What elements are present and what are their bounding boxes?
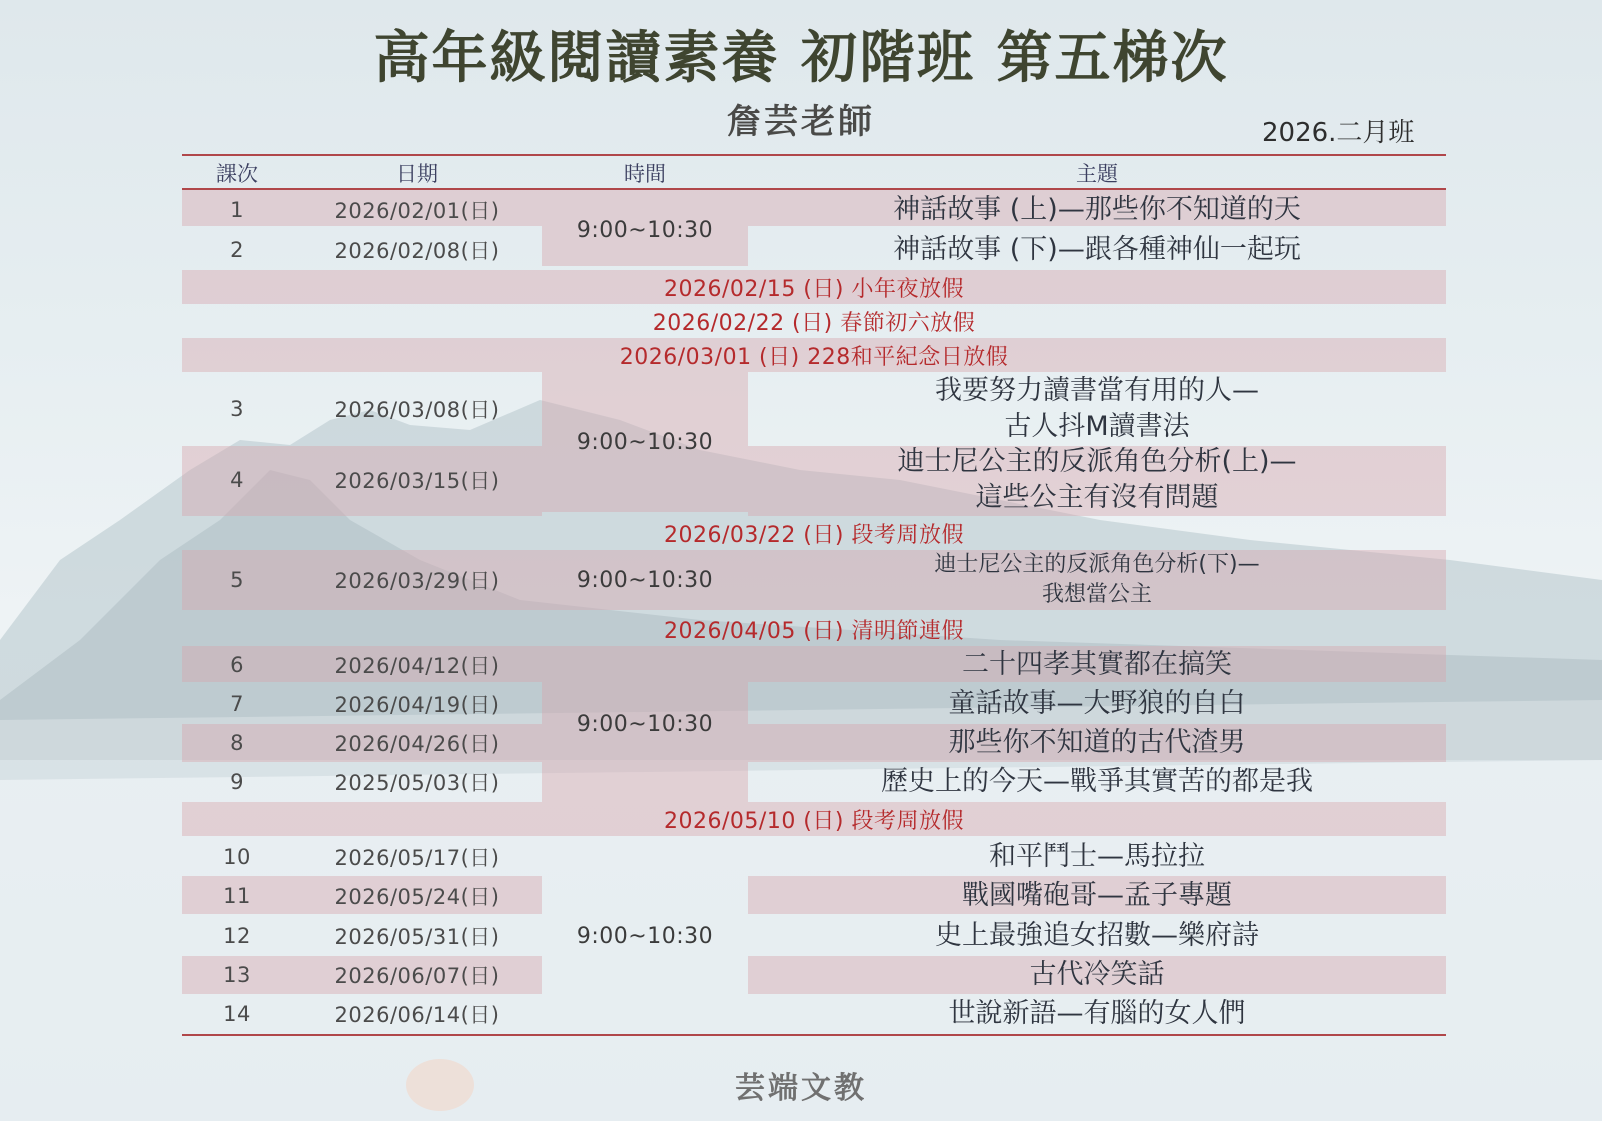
lesson-topic: 神話故事 (下)—跟各種神仙一起玩 [893,234,1301,265]
header-time: 時間 [624,162,666,186]
table-bottom-rule [182,1034,1446,1036]
lesson-date: 2026/04/12(日) [334,654,500,678]
lesson-topic: 那些你不知道的古代渣男 [948,727,1246,758]
lesson-topic: 神話故事 (上)—那些你不知道的天 [893,194,1301,225]
lesson-date: 2026/03/08(日) [334,398,500,422]
lesson-topic: 世說新語—有腦的女人們 [948,998,1246,1029]
lesson-no: 5 [230,568,244,592]
lesson-topic [748,550,1446,610]
holiday-row: 2026/03/01 (日) 228和平紀念日放假 [619,344,1009,370]
lesson-date: 2026/05/24(日) [334,885,500,909]
header-no: 課次 [216,162,258,186]
lesson-topic [748,444,1446,516]
lesson-date: 2026/02/08(日) [334,239,500,263]
topic-line: 迪士尼公主的反派角色分析(上)— [897,446,1297,477]
lesson-date: 2026/02/01(日) [334,199,500,223]
page-title: 高年級閱讀素養 初階班 第五梯次 [373,25,1229,91]
lesson-topic: 童話故事—大野狼的自白 [948,688,1246,719]
header-topic: 主題 [1076,162,1118,186]
topic-line: 古人抖M讀書法 [1004,411,1190,442]
schedule-table [182,154,1446,1036]
lesson-date: 2026/03/29(日) [334,569,500,593]
lesson-no: 6 [230,653,244,677]
lesson-no: 7 [230,692,244,716]
lesson-no: 13 [223,963,251,987]
lesson-date: 2026/05/17(日) [334,846,500,870]
lesson-topic: 戰國嘴砲哥—孟子專題 [962,880,1232,911]
lesson-topic: 和平鬥士—馬拉拉 [989,841,1205,872]
lesson-no: 9 [230,770,244,794]
holiday-row: 2026/02/15 (日) 小年夜放假 [664,276,964,302]
time-slot: 9:00~10:30 [576,711,714,737]
lesson-topic: 歷史上的今天—戰爭其實苦的都是我 [881,766,1313,797]
lesson-no: 11 [223,884,251,908]
lesson-topic: 二十四孝其實都在搞笑 [962,649,1232,680]
holiday-row: 2026/03/22 (日) 段考周放假 [664,522,964,548]
topic-line: 我想當公主 [1041,582,1152,607]
lesson-date: 2025/05/03(日) [334,771,500,795]
lesson-date: 2026/04/26(日) [334,732,500,756]
lesson-date: 2026/05/31(日) [334,925,500,949]
footer-brand: 芸端文教 [735,1071,867,1106]
teacher-name: 詹芸老師 [727,102,875,142]
lesson-no: 12 [223,924,251,948]
lesson-no: 2 [230,238,244,262]
time-slot: 9:00~10:30 [576,923,714,949]
lesson-no: 4 [230,468,244,492]
topic-line: 迪士尼公主的反派角色分析(下)— [934,552,1260,577]
holiday-row: 2026/05/10 (日) 段考周放假 [664,808,964,834]
lesson-topic [748,372,1446,446]
lesson-no: 14 [223,1002,251,1026]
term-label: 2026.二月班 [1262,118,1415,148]
holiday-row: 2026/04/05 (日) 清明節連假 [664,618,964,644]
lesson-date: 2026/04/19(日) [334,693,500,717]
lesson-date: 2026/03/15(日) [334,469,500,493]
lesson-no: 8 [230,731,244,755]
holiday-row: 2026/02/22 (日) 春節初六放假 [652,310,976,336]
lesson-topic: 古代冷笑話 [1029,959,1165,990]
lesson-date: 2026/06/14(日) [334,1003,500,1027]
topic-line: 這些公主有沒有問題 [975,482,1219,513]
topic-line: 我要努力讀書當有用的人— [935,375,1259,406]
lesson-no: 3 [230,397,244,421]
header-date: 日期 [396,162,438,186]
lesson-topic: 史上最強追女招數—樂府詩 [935,920,1259,951]
lesson-no: 1 [230,198,244,222]
lesson-no: 10 [223,845,251,869]
time-slot: 9:00~10:30 [576,567,714,593]
lesson-date: 2026/06/07(日) [334,964,500,988]
time-slot: 9:00~10:30 [576,217,714,243]
time-slot: 9:00~10:30 [576,429,714,455]
